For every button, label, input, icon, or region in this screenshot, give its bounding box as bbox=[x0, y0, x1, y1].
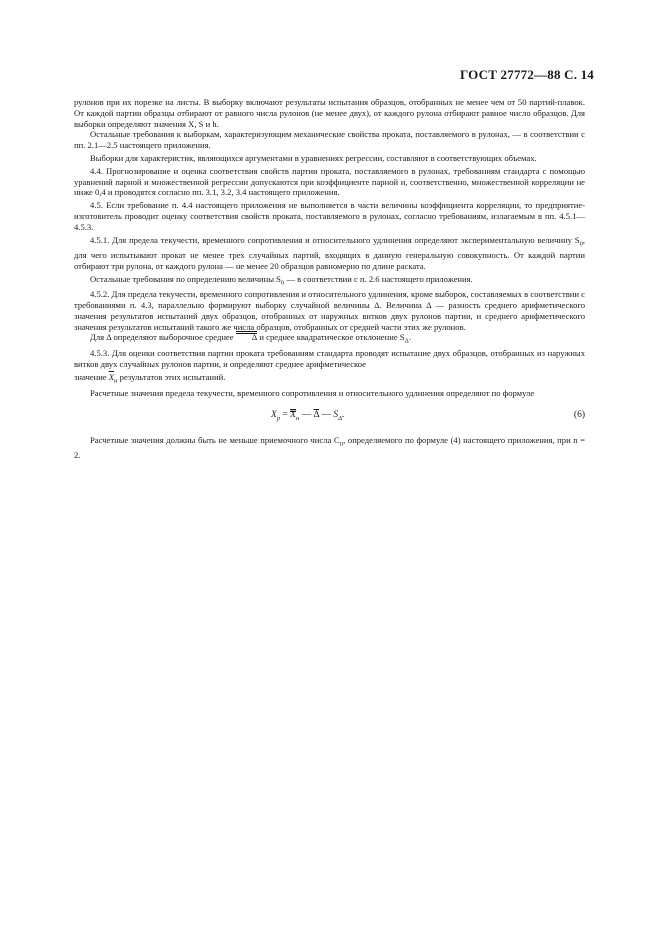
paragraph-s0-requirements: Остальные требования по определению величины $S_0$ — в соответствии с п. 2.6 настоящего приложения. bbox=[90, 273, 473, 287]
paragraph-4-5: 4.5. Если требование п. 4.4 настоящего приложения не выполняется в части величины коэффициента корреляции, то предприятие-изготовитель проводит оценку соответствия свойств проката, поставляемого в рулонах, согласно требованиям, излагаемым в пп. 4.5.1—4.5.3. bbox=[74, 200, 585, 232]
paragraph-sample-requirements: Остальные требования к выборкам, характеризующим механические свойства проката, поставляемого в рулонах, — в соответствии с пп. 2.1—2.5 настоящего приложения. bbox=[74, 129, 585, 151]
paragraph-4-5-3-cont: значение $\overline{X}_н$ результатов этих испытаний. bbox=[74, 372, 226, 386]
formula-6 bbox=[74, 403, 585, 427]
formula-expression: $X_р = X_н$ — $\overline{\Delta}$ — $S_\Delta$. bbox=[271, 409, 345, 422]
paragraph-acceptance: Расчетные значения должны быть не меньше приемочного числа $C_п$, определяемого по формуле (4) настоящего приложения, при n = 2. bbox=[74, 434, 586, 461]
document-body bbox=[74, 97, 585, 461]
paragraph-regression-samples: Выборки для характеристик, являющихся аргументами в уравнениях регрессии, составляют в соответствующих объемах. bbox=[90, 152, 537, 163]
paragraph-formula-intro: Расчетные значения предела текучести, временного сопротивления и относительного удлинения определяют по формуле bbox=[90, 388, 535, 398]
page-header: ГОСТ 27772—88 С. 14 bbox=[460, 67, 594, 82]
paragraph-continuation: рулонов при их порезке на листы. В выборку включают результаты испытания образцов, отобранных не менее чем от 50 партий-плавок. От каждой партии образцы отбирают от равного числа рулонов (не менее двух), от каждого рулона отбирают равное число образцов. Для выборки определяют значения X, S и h. bbox=[74, 97, 585, 129]
paragraph-4-4: 4.4. Прогнозирование и оценка соответствия свойств партии проката, поставляемого в рулонах, требованиям стандарта с помощью уравнений парной и множественной регрессии допускаются при коэффициенте парной и, соответственно, множественной корреляции не ниже 0,4 и проводятся согласно пп. 3.1, 3.2, 3.4 настоящего приложения. bbox=[74, 165, 585, 198]
paragraph-delta-stats: Для Δ определяют выборочное среднее Δ и среднее квадратическое отклонение $S_\Delta$. bbox=[90, 332, 411, 346]
paragraph-4-5-2: 4.5.2. Для предела текучести, временного сопротивления и относительного удлинения, кроме выборок, составляемых в соответствии с требованиями п. 4.3, параллельно формируют выборку случайной величины Δ. Величина Δ — разность среднего арифметического значения результатов испытаний двух образцов, отобранных от наружных витков двух рулонов партии, и среднего арифметического значения результатов испытаний такого же числа образцов, отобранных от средней части этих же рулонов. bbox=[74, 289, 585, 332]
paragraph-4-5-1: 4.5.1. Для предела текучести, временного сопротивления и относительного удлинения определяют экспериментальную величину $S_0$, для чего испытывают прокат не менее трех случайных партий, входящих в данную генеральную совокупность. От каждой партии отбирают три рулона, от каждого рулона — не менее 20 образцов равномерно по длине раската. bbox=[74, 234, 585, 271]
paragraph-4-5-3: 4.5.3. Для оценки соответствия партии проката требованиям стандарта проводят испытание двух образцов, отобранных из наружных витков двух случайных рулонов партии, и определяют среднее арифметическое bbox=[74, 347, 585, 369]
formula-number: (6) bbox=[573, 409, 585, 420]
